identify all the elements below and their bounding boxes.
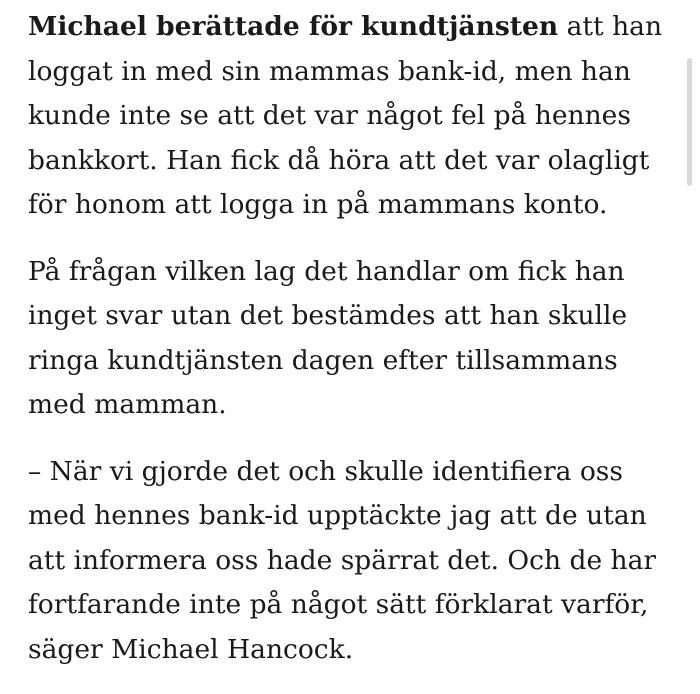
paragraph-1-lead: Michael berättade för kundtjänsten — [28, 11, 559, 42]
paragraph-3: – När vi gjorde det och skulle identifiera oss med hennes bank-id upptäckte jag att de utan att informera oss hade spärrat det. Och de har fortfarande inte på något sätt förklarat varför, säger Michael Hancock. — [28, 455, 657, 665]
paragraph-1 — [28, 5, 668, 228]
paragraph-1-text: att han loggat in med sin mammas bank-id, men han kunde inte se att det var något fel på hennes bankkort. Han fick då höra att det var olagligt för honom att logga in på mammans konto. — [28, 11, 663, 220]
article-body — [28, 5, 668, 694]
scrollbar-thumb[interactable] — [687, 58, 692, 186]
paragraph-2: På frågan vilken lag det handlar om fick han inget svar utan det bestämdes att han skulle ringa kundtjänsten dagen efter tillsammans med mamman. — [28, 255, 628, 420]
